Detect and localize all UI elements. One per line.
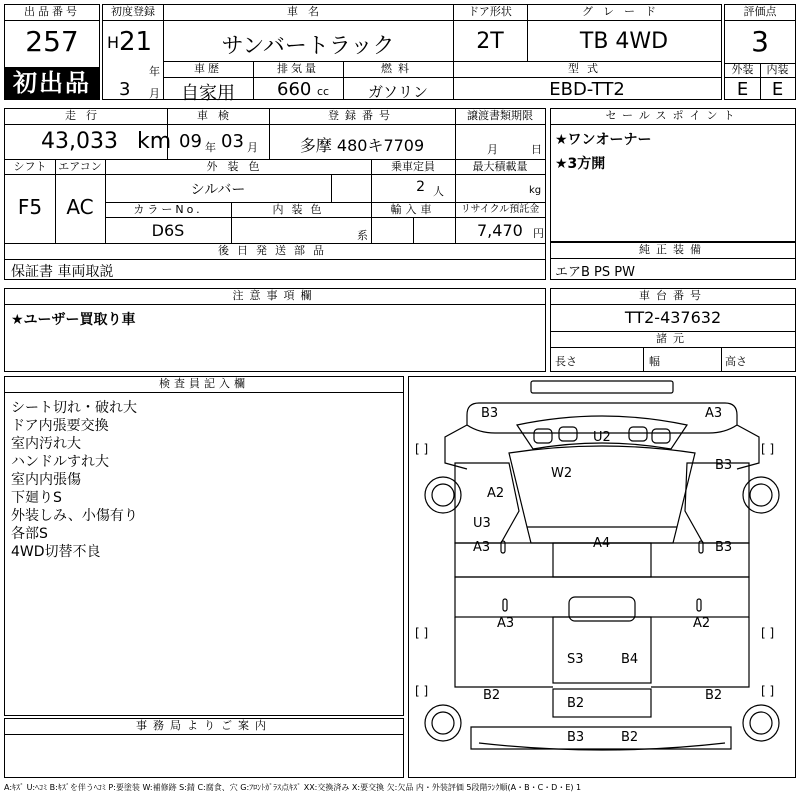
registration-year-unit: 年 — [149, 65, 160, 78]
inspector-line-4: ハンドルすれ大 — [11, 454, 109, 470]
displacement-unit: cc — [317, 85, 330, 98]
inspector-line-9: 4WD切替不良 — [11, 544, 101, 560]
notes-label: 注意事項欄 — [232, 289, 318, 302]
mark-rear-left-corner: B2 — [483, 688, 501, 703]
mark-bumper-left: B3 — [567, 730, 585, 745]
recycle-label: リサイクル預託金 — [460, 204, 540, 215]
inspector-line-3: 室内汚れ大 — [11, 436, 81, 452]
history-label: 車歴 — [194, 62, 222, 75]
mark-cab-right: B3 — [715, 458, 733, 473]
interior-color-unit: 系 — [357, 229, 368, 242]
damage-diagram — [408, 376, 796, 778]
max-load-label: 最大積載量 — [472, 160, 528, 173]
bracket-front-right: [ ] — [761, 442, 775, 456]
mark-door-left: A2 — [487, 486, 505, 501]
equipment-value: エアB PS PW — [555, 265, 635, 280]
capacity-label: 乗車定員 — [391, 160, 435, 173]
sales-points-label: セールスポイント — [605, 109, 741, 122]
lot-number-box — [4, 4, 100, 100]
mark-rear-right-bed: A2 — [693, 616, 711, 631]
displacement: 660 — [277, 79, 312, 100]
office-box — [4, 718, 404, 778]
inspector-line-2: ドア内張要交換 — [11, 418, 109, 434]
mark-front-right: A3 — [705, 406, 723, 421]
score: 3 — [751, 25, 769, 58]
chassis-label: 車台番号 — [639, 289, 707, 302]
mark-tailgate: B2 — [567, 696, 585, 711]
score-box — [724, 4, 796, 100]
bracket-mid-right: [ ] — [761, 626, 775, 640]
interior-score: E — [771, 79, 784, 100]
mileage-label: 走行 — [65, 109, 107, 122]
history: 自家用 — [181, 83, 235, 104]
shift-label: シフト — [13, 160, 47, 173]
registration-year: 21 — [119, 27, 153, 57]
inspection-label: 車検 — [197, 109, 239, 122]
inspector-line-6: 下廻りS — [11, 490, 62, 506]
exterior-color: シルバー — [190, 182, 246, 198]
length-label: 長さ — [555, 355, 577, 368]
score-label: 評価点 — [743, 5, 777, 18]
inspector-line-5: 室内内張傷 — [11, 472, 81, 488]
mark-front-left: B3 — [481, 406, 499, 421]
inspector-line-7: 外装しみ、小傷有り — [11, 508, 138, 524]
capacity: 2 — [416, 179, 425, 195]
displacement-label: 排気量 — [277, 62, 319, 75]
inspector-label: 検査員記入欄 — [159, 377, 249, 390]
era: H — [107, 33, 120, 52]
mark-bumper-right: B2 — [621, 730, 639, 745]
plate-label: 登録番号 — [328, 109, 396, 122]
first-listing-badge: 初出品 — [5, 67, 99, 99]
notes-box — [4, 288, 546, 372]
equipment-label: 純正装備 — [639, 243, 707, 256]
door-label: ドア形状 — [468, 5, 512, 18]
later-parts-label: 後日発送部品 — [218, 244, 332, 257]
sales-point-1: ★ワンオーナー — [555, 132, 652, 148]
inspector-line-8: 各部S — [11, 526, 48, 542]
bracket-front-left: [ ] — [415, 442, 429, 456]
ac: AC — [66, 195, 94, 219]
car-name: サンバートラック — [221, 34, 395, 59]
main-header-box — [102, 4, 722, 104]
bracket-mid-left: [ ] — [415, 626, 429, 640]
inspection-year: 09 — [179, 131, 202, 152]
lot-number-label: 出品番号 — [24, 5, 80, 18]
mark-bed-right: B4 — [621, 652, 639, 667]
mark-rear-right-corner: B2 — [705, 688, 723, 703]
first-registration-label: 初度登録 — [111, 5, 155, 18]
capacity-unit: 人 — [433, 185, 444, 198]
mileage: 43,033 — [41, 129, 118, 154]
width-label: 幅 — [649, 355, 660, 368]
mileage-unit: km — [137, 129, 172, 154]
inspector-box — [4, 376, 404, 716]
later-parts: 保証書 車両取説 — [11, 264, 114, 280]
fuel-label: 燃料 — [381, 62, 415, 75]
interior-color-label: 内装色 — [272, 203, 330, 216]
sales-point-2: ★3方開 — [555, 156, 606, 172]
plate-number: 多摩 480キ7709 — [299, 136, 425, 155]
mark-seat: U3 — [473, 516, 491, 531]
car-name-label: 車名 — [287, 5, 329, 18]
ac-label: エアコン — [58, 160, 102, 173]
registration-month-unit: 月 — [149, 87, 160, 100]
recycle-unit: 円 — [533, 227, 544, 240]
mark-left-side: A3 — [473, 540, 491, 555]
color-number: D6S — [151, 221, 185, 240]
mark-rear-left-bed: A3 — [497, 616, 515, 631]
sales-points-box — [550, 108, 796, 242]
max-load-unit: kg — [529, 185, 542, 196]
bracket-rear-right: [ ] — [761, 684, 775, 698]
color-number-label: カラーNo. — [133, 203, 203, 216]
bracket-rear-left: [ ] — [415, 684, 429, 698]
transfer-month-unit: 月 — [487, 143, 498, 156]
shift: F5 — [17, 195, 43, 219]
mark-wiper: W2 — [551, 466, 573, 481]
interior-score-label: 内装 — [766, 63, 789, 76]
inspection-month: 03 — [221, 131, 244, 152]
exterior-color-label: 外装色 — [206, 160, 270, 173]
mark-bed-left: S3 — [567, 652, 584, 667]
mark-roof: A4 — [593, 536, 611, 551]
legend: A:ｷｽﾞ U:ﾍｺﾐ B:ｷｽﾞを伴うﾍｺﾐ P:要塗装 W:補修跡 S:錆 C:腐食、穴 G:ﾌﾛﾝﾄｶﾞﾗｽ点ｷｽﾞ XX:交換済み X:要交換 欠:欠品 内・外装評価 5段階ﾗﾝｸ順(A・B・C・D・E) 1 — [4, 783, 582, 792]
exterior-score: E — [736, 79, 749, 100]
transfer-day-unit: 日 — [531, 143, 542, 156]
lot-number: 257 — [25, 25, 79, 58]
vehicle-outline — [409, 377, 795, 777]
office-label: 事務局よりご案内 — [136, 719, 272, 732]
inspector-line-1: シート切れ・破れ大 — [11, 400, 137, 416]
mark-windshield: U2 — [593, 430, 611, 445]
grade-label: グレード — [582, 5, 666, 18]
registration-month: 3 — [119, 79, 131, 100]
inspection-month-unit: 月 — [247, 141, 258, 154]
recycle-amount: 7,470 — [477, 221, 523, 240]
transfer-deadline-label: 譲渡書類期限 — [467, 109, 533, 122]
exterior-score-label: 外装 — [731, 63, 754, 76]
equipment-box — [550, 242, 796, 280]
chassis-box — [550, 288, 796, 372]
mark-right-side: B3 — [715, 540, 733, 555]
dimensions-label: 諸元 — [656, 332, 690, 345]
details-table — [4, 108, 546, 280]
import-label: 輸入車 — [390, 203, 436, 216]
chassis-number: TT2-437632 — [624, 308, 722, 327]
notes-value: ★ユーザー買取り車 — [11, 312, 136, 328]
door-type: 2T — [476, 29, 504, 54]
fuel: ガソリン — [367, 83, 428, 101]
model-label: 型式 — [568, 62, 606, 75]
height-label: 高さ — [725, 355, 747, 368]
model: EBD-TT2 — [549, 79, 625, 100]
grade: TB 4WD — [579, 29, 669, 54]
inspection-year-unit: 年 — [205, 141, 216, 154]
